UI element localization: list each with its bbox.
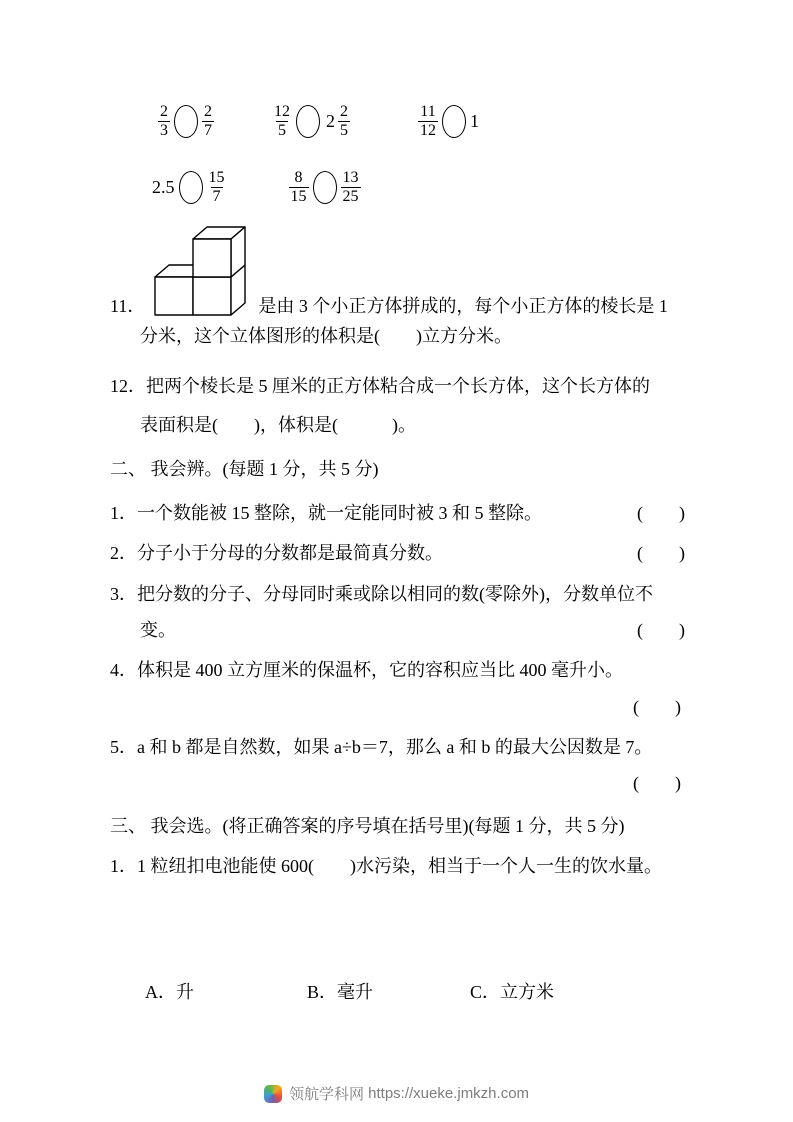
answer-bracket: ( ) xyxy=(637,543,685,564)
comparison-blank-circle xyxy=(174,105,198,138)
footer-url[interactable]: https://xueke.jmkzh.com xyxy=(368,1085,530,1102)
judge-item-2 xyxy=(110,541,685,565)
comparison-blank-circle xyxy=(442,105,466,138)
numerator: 2 xyxy=(204,102,212,120)
question-number: 11． xyxy=(110,295,146,316)
denominator: 25 xyxy=(342,187,359,205)
fraction xyxy=(158,103,170,140)
choice-options xyxy=(110,978,685,1004)
question-text: 是由 3 个小正方体拼成的，每个小正方体的棱长是 1 xyxy=(258,295,668,316)
fraction xyxy=(207,169,227,206)
numerator: 8 xyxy=(294,168,303,186)
comparison-problem-5 xyxy=(289,169,361,206)
judge-item-5-bracket xyxy=(110,771,685,795)
fraction xyxy=(289,169,309,206)
section-2-title: 二、 我会辨。(每题 1 分，共 5 分) xyxy=(110,458,379,479)
comparison-problem-1 xyxy=(158,103,214,140)
section-3-title: 三、 我会选。(将正确答案的序号填在括号里)(每题 1 分，共 5 分) xyxy=(110,815,625,836)
judge-item-4: 4．体积是 400 立方厘米的保温杯，它的容积应当比 400 毫升小。 xyxy=(110,660,623,681)
comparison-blank-circle xyxy=(179,171,203,204)
footer-site-name: 领航学科网 xyxy=(288,1086,364,1103)
numerator: 15 xyxy=(208,168,225,186)
choice-item-1: 1．1 粒纽扣电池能使 600( )水污染，相当于一个人一生的饮水量。 xyxy=(110,855,662,876)
judge-item-1 xyxy=(110,501,685,525)
numerator: 13 xyxy=(342,168,359,186)
fraction xyxy=(202,103,214,140)
whole-number: 1 xyxy=(470,110,479,131)
fraction xyxy=(341,169,361,206)
decimal-number: 2.5 xyxy=(152,176,175,197)
denominator: 7 xyxy=(212,187,221,205)
cube-figure xyxy=(153,226,249,318)
denominator: 15 xyxy=(290,187,307,205)
numerator: 2 xyxy=(160,102,168,120)
fraction xyxy=(338,103,350,140)
question-text: 表面积是( )，体积是( )。 xyxy=(140,414,416,435)
judge-item-3-cont xyxy=(110,618,685,642)
numerator: 12 xyxy=(274,102,290,120)
denominator: 12 xyxy=(420,121,436,139)
question-12: 12．把两个棱长是 5 厘米的正方体粘合成一个长方体，这个长方体的 xyxy=(110,376,650,397)
judge-item-4-bracket xyxy=(110,695,685,719)
fraction xyxy=(272,103,292,140)
numerator: 2 xyxy=(340,102,348,120)
judge-item-3: 3．把分数的分子、分母同时乘或除以相同的数(零除外)，分数单位不 xyxy=(110,583,653,604)
question-text: 分米，这个立体图形的体积是( )立方分米。 xyxy=(140,326,512,346)
xueke-logo-icon xyxy=(264,1085,282,1103)
comparison-row-1 xyxy=(110,98,685,144)
denominator: 5 xyxy=(340,121,348,139)
judge-item-5: 5．a 和 b 都是自然数，如果 a÷b＝7，那么 a 和 b 的最大公因数是 7。 xyxy=(110,736,653,757)
option-c: C．立方米 xyxy=(470,982,555,1003)
question-11 xyxy=(110,226,685,318)
option-b: B．毫升 xyxy=(307,982,374,1003)
answer-bracket: ( ) xyxy=(633,773,681,794)
fraction xyxy=(418,103,438,140)
comparison-problem-3 xyxy=(418,103,479,140)
denominator: 3 xyxy=(160,121,168,139)
item-text: 1．一个数能被 15 整除，就一定能同时被 3 和 5 整除。 xyxy=(110,503,542,524)
numerator: 11 xyxy=(420,102,436,120)
comparison-row-2 xyxy=(110,164,685,210)
denominator: 7 xyxy=(204,121,212,139)
answer-bracket: ( ) xyxy=(637,620,685,641)
item-text: 变。 xyxy=(140,620,176,641)
comparison-problem-2 xyxy=(272,103,350,140)
comparison-problem-4 xyxy=(152,169,227,206)
footer xyxy=(0,1083,793,1104)
denominator: 5 xyxy=(278,121,286,139)
mixed-number-whole: 2 xyxy=(326,110,335,131)
answer-bracket: ( ) xyxy=(637,503,685,524)
option-a: A．升 xyxy=(145,982,194,1003)
comparison-blank-circle xyxy=(296,105,320,138)
item-text: 2．分子小于分母的分数都是最简真分数。 xyxy=(110,543,443,564)
comparison-blank-circle xyxy=(313,171,337,204)
answer-bracket: ( ) xyxy=(633,696,681,717)
